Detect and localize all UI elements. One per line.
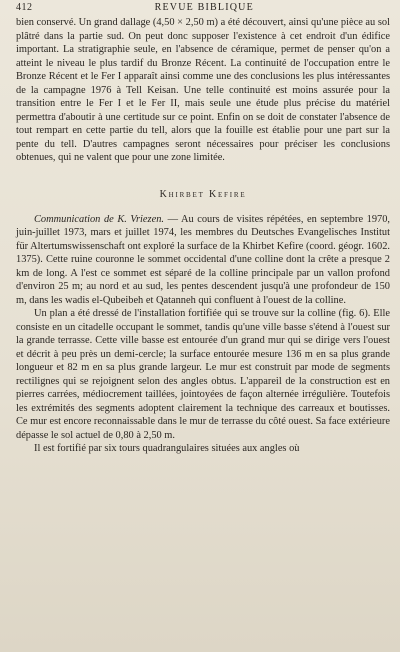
communication-text: — Au cours de visites répétées, en septembre 1970, juin-juillet 1973, mars et juillet 1974, les membres du Deutsches Evangelisches Institut für Altertumswissenschaft ont exploré la surface de la Khirbet Kefire (coord. géogr. 1602. 1375). Cette ruine couronne le sommet occidental d'une colline dont la crête a presque 2 km de long. A l'est ce sommet est séparé de la colline principale par un vallon profond d'environ 25 m; au nord et au sud, les pentes descendent jusqu'à une profondeur de 150 m, dans les wadis el-Qubeibeh et Qatanneh qui confluent à l'ouest de la colline.: [16, 213, 391, 306]
journal-title: REVUE BIBLIQUE: [154, 2, 254, 13]
communication-paragraph: [16, 213, 390, 308]
running-header: [16, 2, 390, 15]
body-paragraph: bien conservé. Un grand dallage (4,50 × 2,50 m) a été découvert, ainsi qu'une pièce au sol plâtré dans la partie sud. On peut donc supposer l'existence à cet endroit d'un édifice important. La stratigraphie seule, en l'absence de céramique, permet de penser qu'on a atteint le niveau le plus tardif du Bronze Récent. La continuité de l'occupation entre le Bronze Récent et le Fer I apparaît ainsi comme une des conclusions les plus intéressantes de la campagne 1976 à Tell Keisan. Une telle continuité est moins assurée pour la transition entre le Fer I et le Fer II, mais seule une étude plus précise du matériel permettra d'aboutir à une certitude sur ce point. Enfin on se doit de constater l'absence de tout rempart en cette partie du tell, alors que la fouille est établie pour une part sur la pente du tell. D'autres campagnes seront nécessaires pour préciser les conclusions obtenues, qui ne valent que pour une zone limitée.: [16, 17, 390, 163]
section-heading: Khirbet Kefire: [159, 188, 247, 200]
page-number: 412: [16, 2, 33, 13]
communication-label: Communication de K. Vriezen.: [34, 213, 164, 225]
body-paragraph: Il est fortifié par six tours quadrangulaires situées aux angles où: [34, 443, 300, 454]
body-paragraph: Un plan a été dressé de l'installation fortifiée qui se trouve sur la colline (fig. 6). Elle consiste en un citadelle occupant le sommet, tandis qu'une ville basse s'étend à l'ouest sur la grande terrasse. Cette ville basse est entourée d'un grand mur qui se dirige vers l'ouest et décrit à peu près un demi-cercle; la surface entourée mesure 136 m en sa plus grande longueur et 82 m en sa plus grande largeur. Le mur est construit par mode de segments rectilignes qui se rejoignent selon des angles obtus. L'appareil de la construction est en pierres carrées, médiocrement taillées, jointoyées de façon alternée irrégulière. Toutefois les extrémités des segments adoptent clairement la technique des carreaux et boutisses. Ce mur est encore reconnaissable dans le mur de terrasse du côté ouest. Sa face extérieure dépasse le sol actuel de 0,80 à 2,50 m.: [16, 308, 390, 441]
